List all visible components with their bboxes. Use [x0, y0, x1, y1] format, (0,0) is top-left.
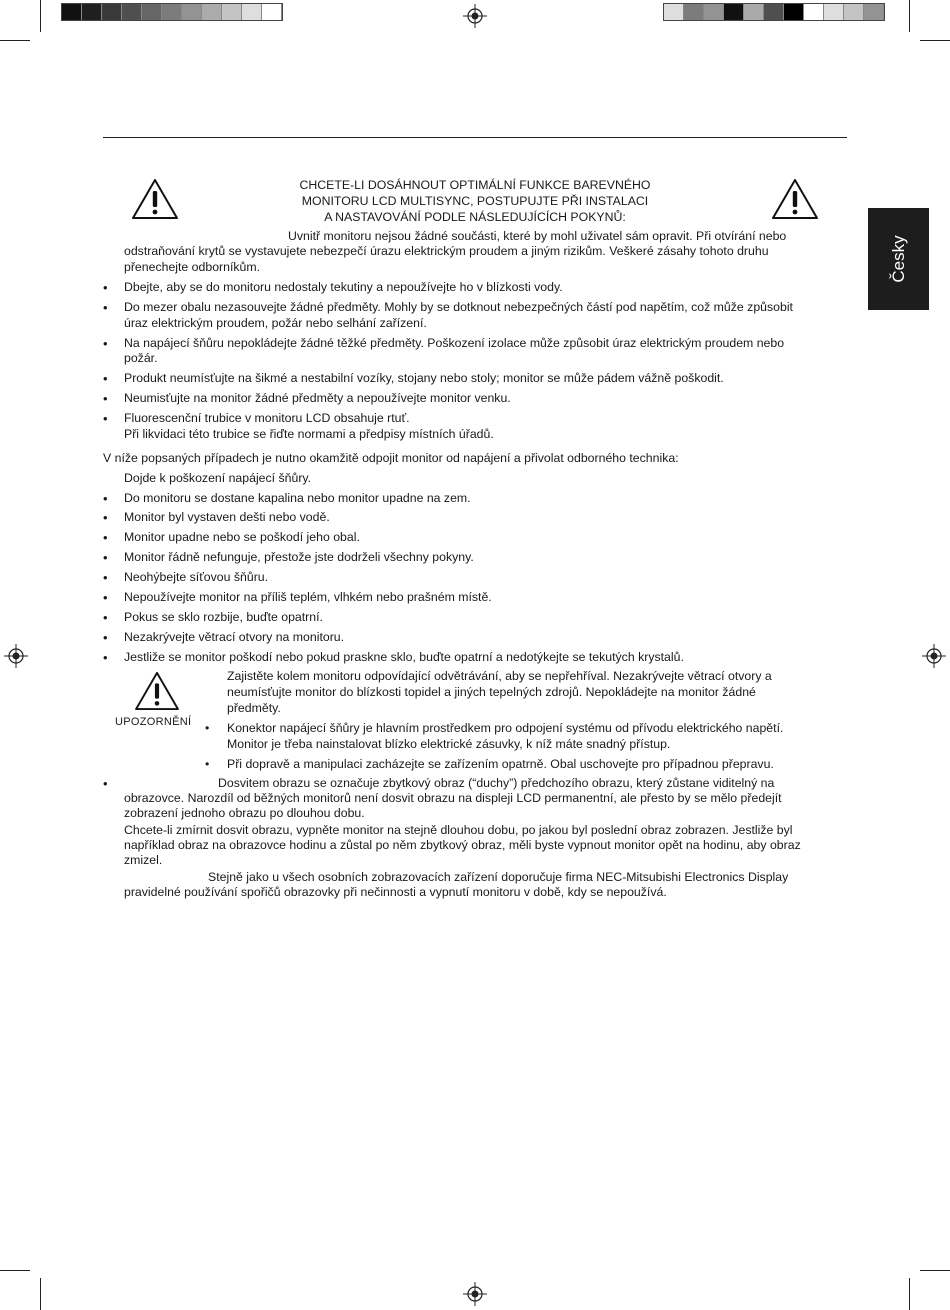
color-swatch [724, 4, 744, 20]
caution-para-line: neumísťujte monitor do blízkosti topidel a jiných tepelných zdrojů. Nepokládejte na monitor žádné [227, 685, 756, 699]
color-swatch [182, 4, 202, 20]
caution-item: Při dopravě a manipulaci zacházejte se zařízením opatrně. Obal uschovejte pro případnou přepravu. [227, 757, 774, 771]
afterimage-line: zmizel. [124, 853, 163, 867]
header-rule [103, 137, 847, 138]
color-swatch [704, 4, 724, 20]
caution-para-line: předměty. [227, 701, 281, 715]
bullet: • [103, 280, 108, 295]
color-swatch [122, 4, 142, 20]
crop-mark [920, 1270, 950, 1271]
color-swatch [804, 4, 824, 20]
color-swatch [764, 4, 784, 20]
disconnect-item: Nepoužívejte monitor na příliš teplém, vlhkém nebo prašném místě. [124, 590, 492, 604]
disconnect-item: Monitor upadne nebo se poškodí jeho obal. [124, 530, 360, 544]
warning-item-cont: požár. [124, 351, 158, 365]
warning-title-line: MONITORU LCD MULTISYNC, POSTUPUJTE PŘI INSTALACI [301, 194, 649, 208]
warning-item: Produkt neumísťujte na šikmé a nestabilní vozíky, stojany nebo stoly; monitor se může pádem vážně poškodit. [124, 371, 724, 385]
warning-item: Dbejte, aby se do monitoru nedostaly tekutiny a nepoužívejte ho v blízkosti vody. [124, 280, 563, 294]
bullet: • [103, 650, 108, 665]
afterimage-line: zobrazení jednoho obrazu po dlouhou dobu. [124, 806, 365, 820]
warning-title [250, 177, 700, 225]
disconnect-item: Pokus se sklo rozbije, buďte opatrní. [124, 610, 323, 624]
color-swatch [142, 4, 162, 20]
right-color-bar [663, 3, 885, 21]
bullet: • [103, 411, 108, 426]
warning-item: Na napájecí šňůru nepokládejte žádné těžké předměty. Poškození izolace může způsobit úraz elektrickým proudem nebo [124, 336, 785, 350]
disconnect-item: Neohýbejte síťovou šňůru. [124, 570, 269, 584]
bullet: • [205, 757, 210, 771]
color-swatch [744, 4, 764, 20]
afterimage-line: Dosvitem obrazu se označuje zbytkový obraz (“duchy”) předchozího obrazu, který zůstane viditelný na [218, 776, 775, 790]
warning-item-cont: úraz elektrickým proudem, požár nebo selhání zařízení. [124, 316, 427, 330]
disconnect-first: Dojde k poškození napájecí šňůry. [124, 471, 312, 485]
bullet: • [103, 776, 108, 791]
registration-mark-icon [922, 644, 946, 668]
registration-mark-icon [463, 1282, 487, 1306]
bullet: • [205, 721, 210, 735]
warning-intro-line: odstraňování krytů se vystavujete nebezpečí úrazu elektrickým proudem a jiným rizikům. Veškeré zásahy tohoto druhu [124, 244, 769, 258]
bullet: • [103, 371, 108, 386]
warning-triangle-icon [771, 178, 819, 220]
warning-item-cont: Při likvidaci této trubice se řiďte normami a předpisy místních úřadů. [124, 427, 494, 441]
warning-item: Do mezer obalu nezasouvejte žádné předměty. Mohly by se dotknout nebezpečných částí pod napětím, což může způsobit [124, 300, 793, 314]
bullet: • [103, 336, 108, 351]
registration-mark-icon [463, 4, 487, 28]
caution-triangle-icon [134, 671, 180, 711]
color-swatch [784, 4, 804, 20]
color-swatch [202, 4, 222, 20]
color-swatch [864, 4, 884, 20]
crop-mark [909, 1278, 910, 1310]
afterimage-line: například obraz na obrazovce hodinu a zůstal po něm zbytkový obraz, měli byste vypnout monitor opět na hodinu, aby obraz [124, 838, 801, 852]
color-swatch [62, 4, 82, 20]
crop-mark [40, 1278, 41, 1310]
color-swatch [102, 4, 122, 20]
registration-mark-icon [4, 644, 28, 668]
disconnect-intro: V níže popsaných případech je nutno okamžitě odpojit monitor od napájení a přivolat odborného technika: [103, 451, 679, 465]
crop-mark [40, 0, 41, 32]
afterimage-line: obrazovce. Narozdíl od běžných monitorů není dosvit obrazu na displeji LCD permanentní, ale přesto by se mělo předejít [124, 791, 782, 805]
bullet: • [103, 610, 108, 625]
color-swatch [684, 4, 704, 20]
caution-item: Konektor napájecí šňůry je hlavním prostředkem pro odpojení systému od přívodu elektrického napětí. [227, 721, 784, 735]
crop-mark [909, 0, 910, 32]
afterimage-line: pravidelné používání spořičů obrazovky při nečinnosti a vypnutí monitoru v době, kdy se nepoužívá. [124, 885, 667, 899]
disconnect-item: Do monitoru se dostane kapalina nebo monitor upadne na zem. [124, 491, 471, 505]
warning-triangle-icon [131, 178, 179, 220]
bullet: • [103, 570, 108, 585]
left-color-bar [61, 3, 283, 21]
color-swatch [222, 4, 242, 20]
disconnect-item: Jestliže se monitor poškodí nebo pokud praskne sklo, buďte opatrní a nedotýkejte se tekutých krystalů. [124, 650, 684, 664]
bullet: • [103, 491, 108, 506]
color-swatch [162, 4, 182, 20]
color-swatch [262, 4, 282, 20]
color-swatch [664, 4, 684, 20]
afterimage-line: Stejně jako u všech osobních zobrazovacích zařízení doporučuje firma NEC-Mitsubishi Electronics Display [208, 870, 789, 884]
bullet: • [103, 550, 108, 565]
color-swatch [242, 4, 262, 20]
bullet: • [103, 510, 108, 525]
warning-intro-line: přenechejte odborníkům. [124, 260, 261, 274]
language-tab [868, 208, 929, 310]
bullet: • [103, 300, 108, 315]
warning-title-line: CHCETE-LI DOSÁHNOUT OPTIMÁLNÍ FUNKCE BAREVNÉHO [299, 178, 651, 192]
warning-item: Neumisťujte na monitor žádné předměty a nepoužívejte monitor venku. [124, 391, 511, 405]
color-swatch [824, 4, 844, 20]
color-swatch [82, 4, 102, 20]
caution-label: UPOZORNĚNÍ [115, 716, 192, 728]
language-tab-label: Česky [888, 235, 908, 283]
disconnect-item: Monitor řádně nefunguje, přestože jste dodrželi všechny pokyny. [124, 550, 474, 564]
bullet: • [103, 530, 108, 545]
warning-intro-line: Uvnitř monitoru nejsou žádné součásti, které by mohl uživatel sám opravit. Při otvírání nebo [288, 229, 787, 243]
disconnect-item: Nezakrývejte větrací otvory na monitoru. [124, 630, 345, 644]
color-swatch [844, 4, 864, 20]
bullet: • [103, 590, 108, 605]
afterimage-line: Chcete-li zmírnit dosvit obrazu, vypněte monitor na stejně dlouhou dobu, po jakou byl poslední obraz zobrazen. Jestliže byl [124, 823, 793, 837]
crop-mark [920, 40, 950, 41]
crop-mark [0, 40, 30, 41]
warning-item: Fluorescenční trubice v monitoru LCD obsahuje rtuť. [124, 411, 410, 425]
caution-item-cont: Monitor je třeba nainstalovat blízko elektrické zásuvky, k níž máte snadný přístup. [227, 737, 671, 751]
warning-title-line: A NASTAVOVÁNÍ PODLE NÁSLEDUJÍCÍCH POKYNŮ: [324, 210, 626, 224]
disconnect-item: Monitor byl vystaven dešti nebo vodě. [124, 510, 330, 524]
bullet: • [103, 630, 108, 645]
bullet: • [103, 391, 108, 406]
caution-para-line: Zajistěte kolem monitoru odpovídající odvětrávání, aby se nepřehříval. Nezakrývejte větrací otvory a [227, 669, 772, 683]
crop-mark [0, 1270, 30, 1271]
